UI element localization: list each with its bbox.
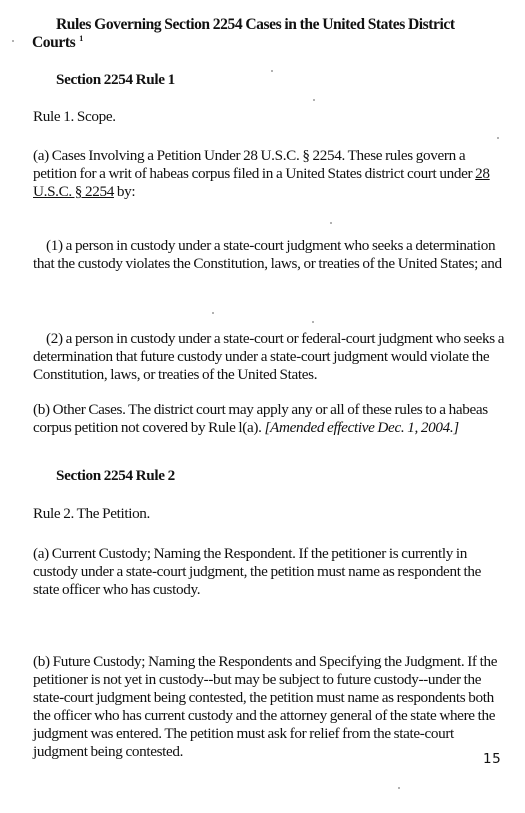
- scan-speck: [12, 40, 14, 42]
- scan-speck: [497, 137, 499, 139]
- footnote-marker[interactable]: 1: [79, 33, 83, 43]
- scan-speck: [271, 70, 273, 72]
- rule1-paragraph-b-text: (b) Other Cases. The district court may apply any or all of these rules to a habeas corpus petition not covered by Rule l(a).: [33, 401, 488, 436]
- rule2-subtitle: Rule 2. The Petition.: [33, 505, 151, 522]
- rule1-paragraph-a-text: (a) Cases Involving a Petition Under 28 U.S.C. § 2254. These rules govern a petition for a writ of habeas corpus filed in a United States district court under: [33, 147, 476, 182]
- rule1-paragraph-a: [33, 147, 507, 201]
- rule1-subtitle: Rule 1. Scope.: [33, 108, 116, 125]
- rule1-item-2: (2) a person in custody under a state-court or federal-court judgment who seeks a determination that future custody under a state-court judgment would violate the Constitution, laws, or treaties of the United States.: [33, 330, 505, 383]
- document-title: [32, 16, 502, 52]
- scan-speck: [313, 99, 315, 101]
- page-number: 15: [483, 751, 502, 767]
- rule1-paragraph-a-tail: by:: [113, 183, 136, 200]
- rule2-paragraph-b: (b) Future Custody; Naming the Respondents and Specifying the Judgment. If the petitioner is not yet in custody--but may be subject to future custody--under the state-court judgment being contested, the petition must name as respondents both the officer who has current custody and the attorney general of the state where the judgment was entered. The petition must ask for relief from the state-court judgment being contested.: [33, 653, 498, 760]
- rule1-item-1: (1) a person in custody under a state-court judgment who seeks a determination that the custody violates the Constitution, laws, or treaties of the United States; and: [33, 237, 502, 272]
- scan-speck: [312, 321, 314, 323]
- scan-speck: [330, 222, 332, 224]
- rule1-heading: Section 2254 Rule 1: [56, 71, 175, 88]
- rule1-paragraph-b: [33, 401, 509, 437]
- scan-speck: [398, 787, 400, 789]
- rule2-heading: Section 2254 Rule 2: [56, 467, 175, 484]
- amendment-note: [Amended effective Dec. 1, 2004.]: [264, 419, 459, 436]
- rule2-paragraph-a: (a) Current Custody; Naming the Respondent. If the petitioner is currently in custody under a state-court judgment, the petition must name as respondent the state officer who has custody.: [33, 545, 482, 598]
- document-title-text: Rules Governing Section 2254 Cases in the United States District Courts: [32, 16, 455, 51]
- statute-link[interactable]: 28 U.S.C. § 2254: [33, 165, 490, 200]
- scan-speck: [212, 312, 214, 314]
